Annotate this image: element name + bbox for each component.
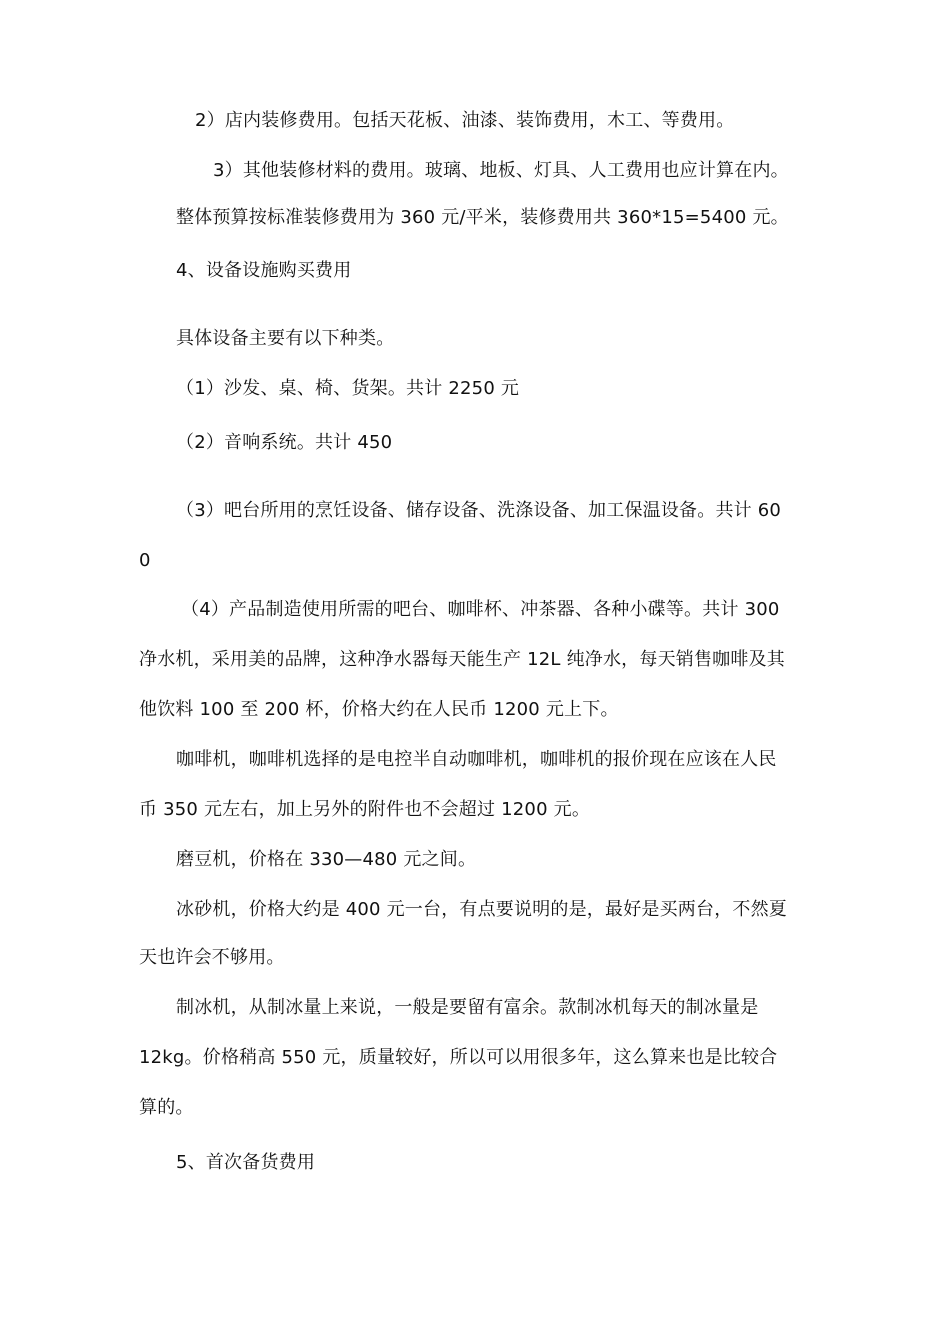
text-line-budget-summary: 整体预算按标准装修费用为 360 元/平米，装修费用共 360*15=5400 元。 (176, 207, 789, 228)
text-line-ice-maker: 制冰机，从制冰量上来说，一般是要留有富余。款制冰机每天的制冰量是 (176, 997, 759, 1018)
text-line-water-purifier-continued: 他饮料 100 至 200 杯，价格大约在人民币 1200 元上下。 (139, 699, 619, 720)
text-line-ice-maker-end: 算的。 (139, 1097, 194, 1118)
list-item-bar-equipment-continued: 0 (139, 550, 151, 571)
section-heading-equipment: 4、设备设施购买费用 (176, 260, 352, 281)
text-line-ice-maker-continued: 12kg。价格稍高 550 元，质量较好，所以可以用很多年，这么算来也是比较合 (139, 1047, 778, 1068)
text-line-coffee-machine: 咖啡机，咖啡机选择的是电控半自动咖啡机，咖啡机的报价现在应该在人民 (176, 749, 777, 770)
text-line-coffee-machine-continued: 币 350 元左右，加上另外的附件也不会超过 1200 元。 (139, 799, 591, 820)
list-item-audio: （2）音响系统。共计 450 (176, 432, 393, 453)
section-heading-initial-stock: 5、首次备货费用 (176, 1152, 316, 1173)
list-item-utensils: （4）产品制造使用所需的吧台、咖啡杯、冲茶器、各种小碟等。共计 300 (181, 599, 780, 620)
list-item-furniture: （1）沙发、桌、椅、货架。共计 2250 元 (176, 378, 520, 399)
text-line-decoration-interior: 2）店内装修费用。包括天花板、油漆、装饰费用，木工、等费用。 (195, 110, 735, 131)
text-line-decoration-materials: 3）其他装修材料的费用。玻璃、地板、灯具、人工费用也应计算在内。 (213, 160, 789, 181)
text-line-equipment-intro: 具体设备主要有以下种类。 (176, 328, 395, 349)
text-line-blender: 冰砂机，价格大约是 400 元一台，有点要说明的是，最好是买两台，不然夏 (176, 899, 787, 920)
text-line-blender-continued: 天也许会不够用。 (139, 947, 285, 968)
text-line-water-purifier: 净水机，采用美的品牌，这种净水器每天能生产 12L 纯净水，每天销售咖啡及其 (139, 649, 785, 670)
list-item-bar-equipment: （3）吧台所用的烹饪设备、储存设备、洗涤设备、加工保温设备。共计 60 (176, 500, 782, 521)
text-line-grinder: 磨豆机，价格在 330—480 元之间。 (176, 849, 477, 870)
